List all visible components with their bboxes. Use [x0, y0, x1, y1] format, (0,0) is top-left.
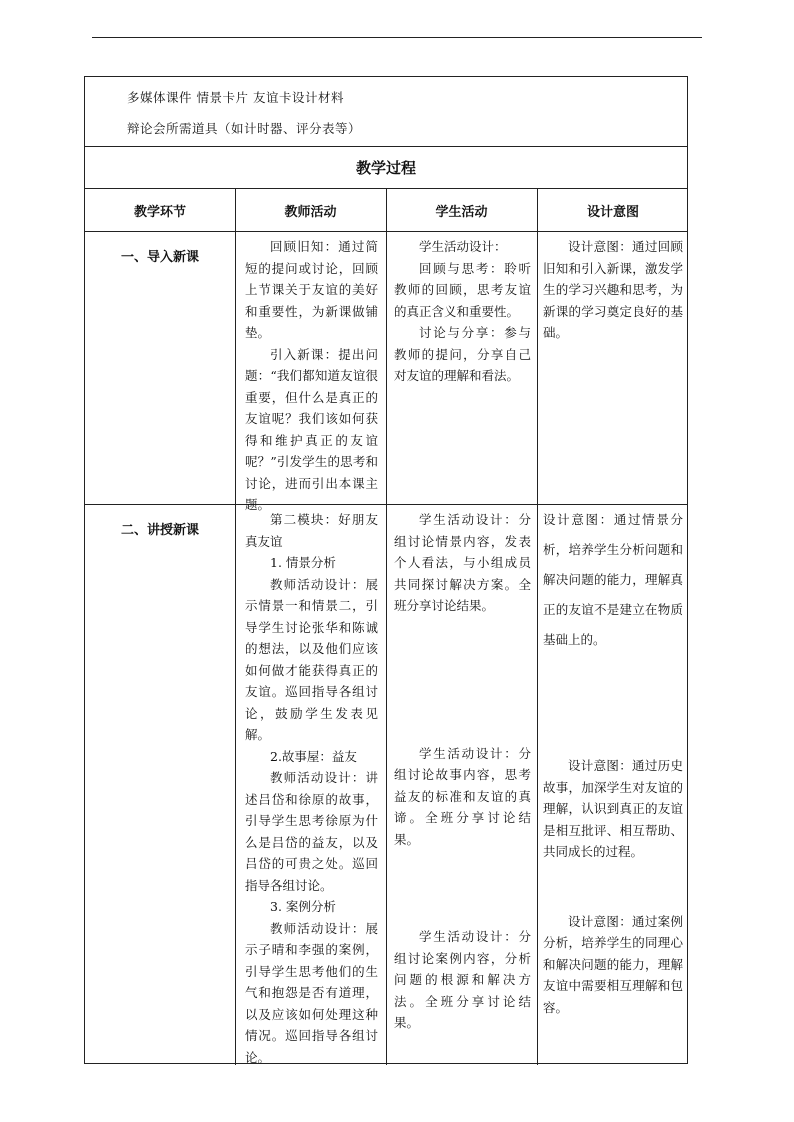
materials-line-1: 多媒体课件 情景卡片 友谊卡设计材料: [127, 90, 344, 105]
teacher-subheading: 1. 情景分析: [270, 555, 336, 570]
teacher-text: 教师活动设计：展示情景一和情景二，引导学生讨论张华和陈诚的想法，以及他们应该如何做才能获得真正的友谊。巡回指导各组讨论，鼓励学生发表见解。: [245, 576, 378, 742]
table-row-intro: [85, 232, 687, 512]
column-header-row: [85, 189, 687, 232]
student-activity: [386, 505, 537, 1034]
teacher-activity: [235, 505, 386, 1068]
student-text: 讨论与分享：参与教师的提问，分享自己对友谊的理解和看法。: [394, 325, 531, 383]
stage-label: 一、导入新课: [120, 250, 199, 265]
table-row-teaching: [85, 505, 687, 1065]
intent-text: 设计意图：通过历史故事，加深学生对友谊的理解，认识到真正的友谊是相互批评、相互帮助、共同成长的过程。: [543, 758, 683, 859]
teacher-text: 第二模块：好朋友真友谊: [245, 512, 378, 549]
header-stage: 教学环节: [133, 204, 186, 220]
header-teacher: 教师活动: [284, 204, 337, 220]
section-title: 教学过程: [355, 159, 416, 177]
student-text: 学生活动设计：分组讨论情景内容，发表个人看法，与小组成员共同探讨解决方案。全班分享讨论结果。: [394, 512, 531, 613]
design-intent: [537, 505, 689, 1018]
teacher-text: 引入新课：提出问题：“我们都知道友谊很重要，但什么是真正的友谊呢？我们该如何获得和维护真正的友谊呢？”引发学生的思考和讨论，进而引出本课主题。: [245, 346, 378, 512]
design-intent: [537, 232, 689, 344]
materials-line-2: 辩论会所需道具（如计时器、评分表等）: [127, 121, 362, 136]
header-student: 学生活动: [435, 204, 488, 220]
teacher-text: 回顾旧知：通过简短的提问或讨论，回顾上节课关于友谊的美好和重要性，为新课做铺垫。: [245, 239, 378, 340]
intent-text: 设计意图：通过情景分析，培养学生分析问题和解决问题的能力，理解真正的友谊不是建立在物质基础上的。: [543, 512, 683, 647]
student-activity: [386, 232, 537, 387]
teacher-subheading: 3. 案例分析: [270, 899, 336, 914]
student-text: 回顾与思考：聆听教师的回顾，思考友谊的真正含义和重要性。: [394, 260, 531, 319]
intent-text: 设计意图：通过案例分析，培养学生的同理心和解决问题的能力，理解友谊中需要相互理解和包容。: [543, 913, 683, 1015]
lesson-plan-table: [84, 76, 688, 1064]
header-intent: 设计意图: [586, 204, 639, 220]
header-rule: [92, 37, 702, 38]
section-title-row: [85, 147, 687, 189]
student-text: 学生活动设计：分组讨论案例内容，分析问题的根源和解决方法。全班分享讨论结果。: [394, 929, 531, 1030]
student-text: 学生活动设计：: [419, 239, 507, 254]
teacher-text: 教师活动设计：讲述吕岱和徐原的故事，引导学生思考徐原为什么是吕岱的益友，以及吕岱的可贵之处。巡回指导各组讨论。: [245, 770, 378, 893]
student-text: 学生活动设计：分组讨论故事内容，思考益友的标准和友谊的真谛。全班分享讨论结果。: [394, 745, 531, 847]
teacher-text: 教师活动设计：展示子晴和李强的案例，引导学生思考他们的生气和抱怨是否有道理，以及应该如何处理这种情况。巡回指导各组讨论。: [245, 920, 378, 1065]
teacher-subheading: 2.故事屋：益友: [270, 748, 357, 764]
stage-label: 二、讲授新课: [120, 523, 199, 538]
teacher-activity: [235, 232, 386, 516]
materials-row: [85, 77, 687, 147]
intent-text: 设计意图：通过回顾旧知和引入新课，激发学生的学习兴趣和思考，为新课的学习奠定良好的基础。: [543, 239, 683, 340]
